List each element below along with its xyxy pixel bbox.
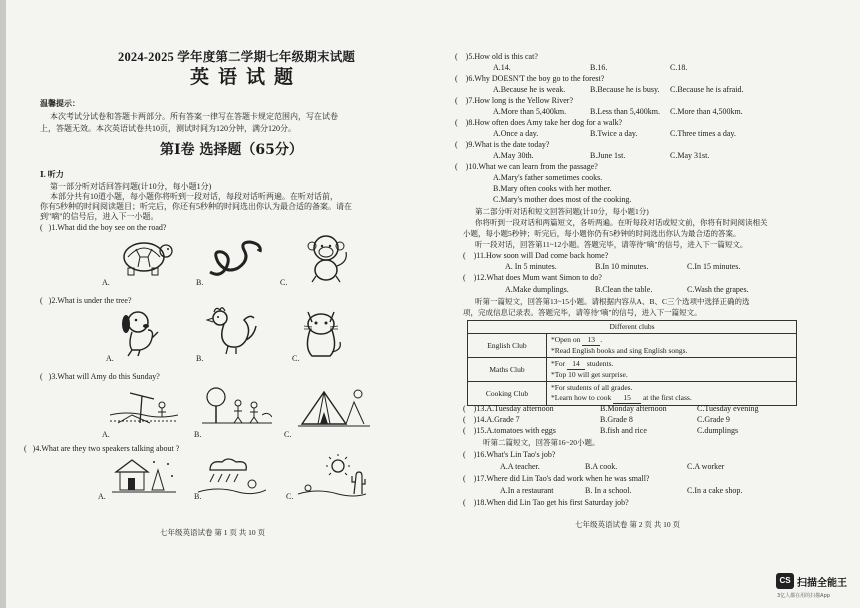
q15-option-c: C.dumplings [697,426,739,435]
scan-edge-shadow [0,0,6,608]
park-picture [202,385,272,429]
sec2-line-3: 小题，每小题5秒钟；听完后，每小题你仍有5秒钟的时间选出你认为最合适的答案。 [463,229,741,238]
q6-option-b: B.Because he is busy. [590,85,660,94]
q2-option-a: A. [106,354,114,363]
clubs-info-table [467,320,797,406]
q16-option-c: C.A worker [687,462,725,471]
scanner-tagline: 3亿人都在用的扫描App [777,593,830,599]
q16-option-b: B.A cook. [585,462,618,471]
footer-page-2: 七年级英语试卷 第 2 页 共 10 页 [575,520,680,529]
q8-option-c: C.Three times a day. [670,129,736,138]
q6-option-a: A.Because he is weak. [493,85,566,94]
beach-picture [110,385,178,429]
blank-15: 15 [613,393,641,404]
listening-heading: Ⅰ. 听力 [40,170,64,179]
sec2-line-4: 听一段对话，回答第11~12小题。答题完毕，请等待"嘀"的信号，进入下一篇短文。 [475,240,748,249]
camscanner-logo: CS [776,573,794,589]
passage2-intro: 听第二篇短文，回答第16~20小题。 [483,438,600,447]
q4-option-a: A. [98,492,106,501]
page-1 [24,0,425,608]
question-8: ( )8.How often does Amy take her dog for a walk? [455,118,623,127]
exam-subtitle: 英语试题 [190,66,303,88]
q4-option-c: C. [286,492,294,501]
q10-option-c: C.Mary's mother does most of the cooking. [493,195,632,204]
q12-option-c: C.Wash the grapes. [687,285,749,294]
question-11: ( )11.How soon will Dad come back home? [463,251,609,260]
q17-option-b: B. In a school. [585,486,632,495]
blank-13: 13 [582,335,600,346]
q17-option-c: C.In a cake shop. [687,486,743,495]
question-12: ( )12.What does Mum want Simon to do? [463,273,602,282]
q11-option-a: A. In 5 minutes. [505,262,557,271]
table-row [468,382,797,406]
dog-picture [114,308,164,358]
q14-option-c: C.Grade 9 [697,415,730,424]
q6-option-c: C.Because he is afraid. [670,85,744,94]
q14-option-b: B.Grade 8 [600,415,633,424]
q2-option-c: C. [292,354,300,363]
club-name: Cooking Club [468,382,547,406]
q10-option-b: B.Mary often cooks with her mother. [493,184,612,193]
sec2-line-2: 你将听到一段对话和两篇短文，各听两遍。在听每段对话或短文前，你将有时间阅读相关 [475,218,768,227]
q13-option-b: B.Monday afternoon [600,404,667,413]
question-7: ( )7.How long is the Yellow River? [455,96,573,105]
question-4: ( )4.What are they two speakers talking about ? [24,444,180,453]
question-9: ( )9.What is the date today? [455,140,550,149]
question-1: ( )1.What did the boy see on the road? [40,223,167,232]
sec1-line-4: 到"嘀"的信号后，进入下一小题。 [40,212,159,221]
question-13: ( )13.A.Tuesday afternoon [463,404,554,413]
q10-option-a: A.Mary's father sometimes cooks. [493,173,603,182]
passage1-line-1: 听第一篇短文，回答第13~15小题。请根据内容从A、B、C三个选项中选择正确的选 [475,297,750,306]
q11-option-c: C.In 15 minutes. [687,262,741,271]
q1-option-c: C. [280,278,288,287]
q9-option-b: B.June 1st. [590,151,626,160]
q5-option-c: C.18. [670,63,688,72]
rooster-picture [204,306,258,356]
q12-option-a: A.Make dumplings. [505,285,569,294]
q8-option-b: B.Twice a day. [590,129,638,138]
sec1-line-3: 你有5秒种的时间阅读题目；听完后，你还有5秒种的时间选出你认为最合适的备案。请在 [40,202,352,211]
q12-option-b: B.Clean the table. [595,285,653,294]
sunny-desert-picture [298,454,366,498]
club-name: Maths Club [468,358,547,382]
camping-picture [298,384,370,430]
footer-page-1: 七年级英语试卷 第 1 页 共 10 页 [160,528,265,537]
question-14: ( )14.A.Grade 7 [463,415,520,424]
passage1-line-2: 项，完成信息记录表。答题完毕，请等待"嘀"的信号，进入下一篇短文。 [463,308,702,317]
blank-14: 14 [567,359,585,370]
q4-option-b: B. [194,492,202,501]
q5-option-b: B.16. [590,63,608,72]
part1-title: 第Ⅰ卷 选择题（65分） [160,142,303,158]
q1-option-a: A. [102,278,110,287]
q11-option-b: B.In 10 minutes. [595,262,649,271]
q7-option-c: C.More than 4,500km. [670,107,743,116]
question-6: ( )6.Why DOESN'T the boy go to the forest? [455,74,605,83]
rainy-picture [198,456,266,498]
tips-line-1: 本次考试分试卷和答题卡两部分。所有答案一律写在答题卡规定范围内，写在试卷 [50,112,338,121]
question-16: ( )16.What's Lin Tao's job? [463,450,556,459]
q15-option-b: B.fish and rice [600,426,647,435]
tips-label: 温馨提示： [40,99,80,108]
q7-option-a: A.More than 5,400km. [493,107,567,116]
club-details: *Open on 13 . *Read English books and sing English songs. [547,334,797,358]
snowy-house-picture [112,456,176,498]
q16-option-a: A.A teacher. [500,462,540,471]
table-row [468,358,797,382]
question-18: ( )18.When did Lin Tao get his first Saturday job? [463,498,629,507]
question-3: ( )3.What will Amy do this Sunday? [40,372,160,381]
question-17: ( )17.Where did Lin Tao's dad work when he was small? [463,474,650,483]
tips-line-2: 上，答题无效。本次英语试卷共10页，测试时间为120分钟，满分120分。 [40,124,296,133]
table-title: Different clubs [468,321,797,334]
sec1-line-2: 本部分共有10道小题，每小题你将听到一段对话，每段对话听两遍。在听对话前， [50,192,338,201]
question-10: ( )10.What we can learn from the passage? [455,162,598,171]
q3-option-a: A. [102,430,110,439]
q7-option-b: B.Less than 5,400km. [590,107,660,116]
table-row [468,334,797,358]
q1-option-b: B. [196,278,204,287]
q8-option-a: A.Once a day. [493,129,539,138]
question-15: ( )15.A.tomatoes with eggs [463,426,556,435]
q5-option-a: A.14. [493,63,511,72]
q2-option-b: B. [196,354,204,363]
scanner-brand-name: 扫描全能王 [797,578,847,589]
club-details: *For students of all grades. *Learn how to cook 15 at the first class. [547,382,797,406]
question-2: ( )2.What is under the tree? [40,296,132,305]
snake-picture [206,238,270,280]
q3-option-c: C. [284,430,292,439]
exam-title: 2024-2025 学年度第二学期七年级期末试题 [118,50,356,64]
question-5: ( )5.How old is this cat? [455,52,538,61]
club-name: English Club [468,334,547,358]
turtle-picture [114,235,174,279]
q13-option-c: C.Tuesday evening [697,404,759,413]
q17-option-a: A.In a restaurant [500,486,554,495]
q3-option-b: B. [194,430,202,439]
sec2-line-1: 第二部分听对话和短文回答问题(计10分，每小题1分) [475,207,649,216]
q9-option-c: C.May 31st. [670,151,710,160]
club-details: *For 14 students. *Top 10 will get surprise. [547,358,797,382]
page-2 [455,0,815,608]
sec1-line-1: 第一部分听对话回答问题(计10分，每小题1分) [50,182,212,191]
cat-picture [298,306,344,358]
monkey-picture [302,232,350,284]
q9-option-a: A.May 30th. [493,151,534,160]
